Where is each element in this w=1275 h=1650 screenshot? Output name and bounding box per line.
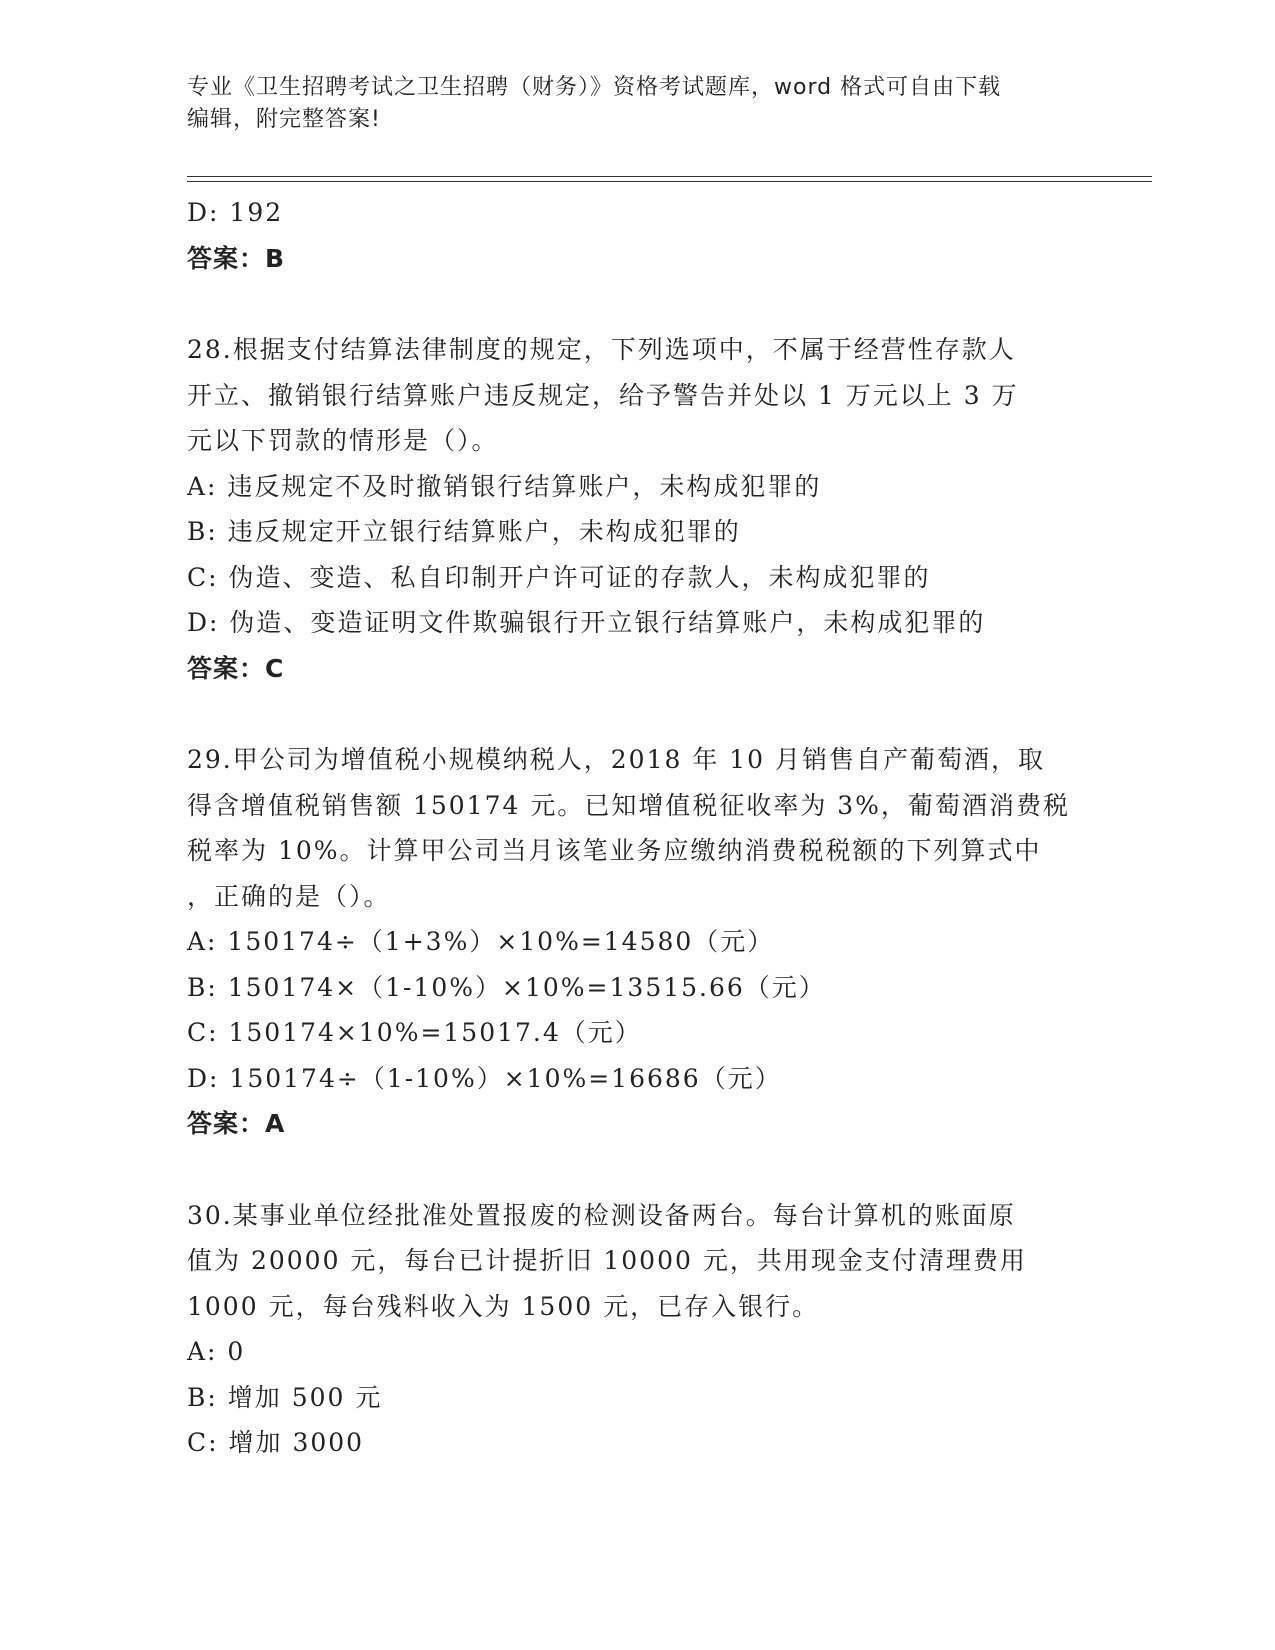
header-line-2: 编辑，附完整答案! [187,107,381,132]
option-c: C: 伪造、变造、私自印制开户许可证的存款人，未构成犯罪的 [187,562,931,592]
answer: 答案：C [187,653,285,683]
question-29 [187,737,1087,1147]
question-stem-line: 29.甲公司为增值税小规模纳税人，2018 年 10 月销售自产葡萄酒，取 [187,745,1046,774]
question-content [187,190,1087,1466]
question-stem-line: 开立、撤销银行结算账户违反规定，给予警告并处以 1 万元以上 3 万 [187,380,1019,410]
spacer [187,281,1087,327]
question-stem-line: 元以下罚款的情形是（）。 [187,426,499,455]
option-d: D: 150174÷（1-10%）×10%=16686（元） [187,1063,782,1093]
question-stem-line: 30.某事业单位经批准处置报废的检测设备两台。每台计算机的账面原 [187,1200,1016,1230]
prev-answer: 答案：B [187,243,286,273]
question-stem-line: 1000 元，每台残料收入为 1500 元，已存入银行。 [187,1291,820,1321]
option-b: B: 150174×（1-10%）×10%=13515.66（元） [187,972,826,1002]
question-stem-line: ，正确的是（）。 [187,881,391,911]
spacer [187,1147,1087,1193]
prev-option-d: D: 192 [187,198,284,227]
question-stem-line: 28.根据支付结算法律制度的规定，下列选项中，不属于经营性存款人 [187,335,1016,364]
question-30 [187,1193,1087,1466]
question-stem-line: 税率为 10%。计算甲公司当月该笔业务应缴纳消费税税额的下列算式中 [187,836,1042,865]
question-28 [187,327,1087,691]
header-divider-bottom [187,181,1152,182]
option-c: C: 增加 3000 [187,1428,365,1457]
header-divider-top [187,176,1152,177]
option-c: C: 150174×10%=15017.4（元） [187,1018,642,1047]
option-b: B: 违反规定开立银行结算账户，未构成犯罪的 [187,517,741,546]
header-line-1: 专业《卫生招聘考试之卫生招聘（财务）》资格考试题库，word 格式可自由下载 [187,75,1002,100]
question-stem-line: 得含增值税销售额 150174 元。已知增值税征收率为 3%，葡萄酒消费税 [187,790,1070,820]
option-a: A: 违反规定不及时撤销银行结算账户，未构成犯罪的 [187,471,822,501]
answer: 答案：A [187,1109,286,1138]
option-a: A: 0 [187,1337,246,1366]
option-a: A: 150174÷（1+3%）×10%=14580（元） [187,927,775,956]
option-b: B: 增加 500 元 [187,1382,383,1412]
option-d: D: 伪造、变造证明文件欺骗银行开立银行结算账户，未构成犯罪的 [187,608,986,637]
page-header [187,72,1087,136]
spacer [187,691,1087,737]
question-stem-line: 值为 20000 元，每台已计提折旧 10000 元，共用现金支付清理费用 [187,1246,1027,1275]
